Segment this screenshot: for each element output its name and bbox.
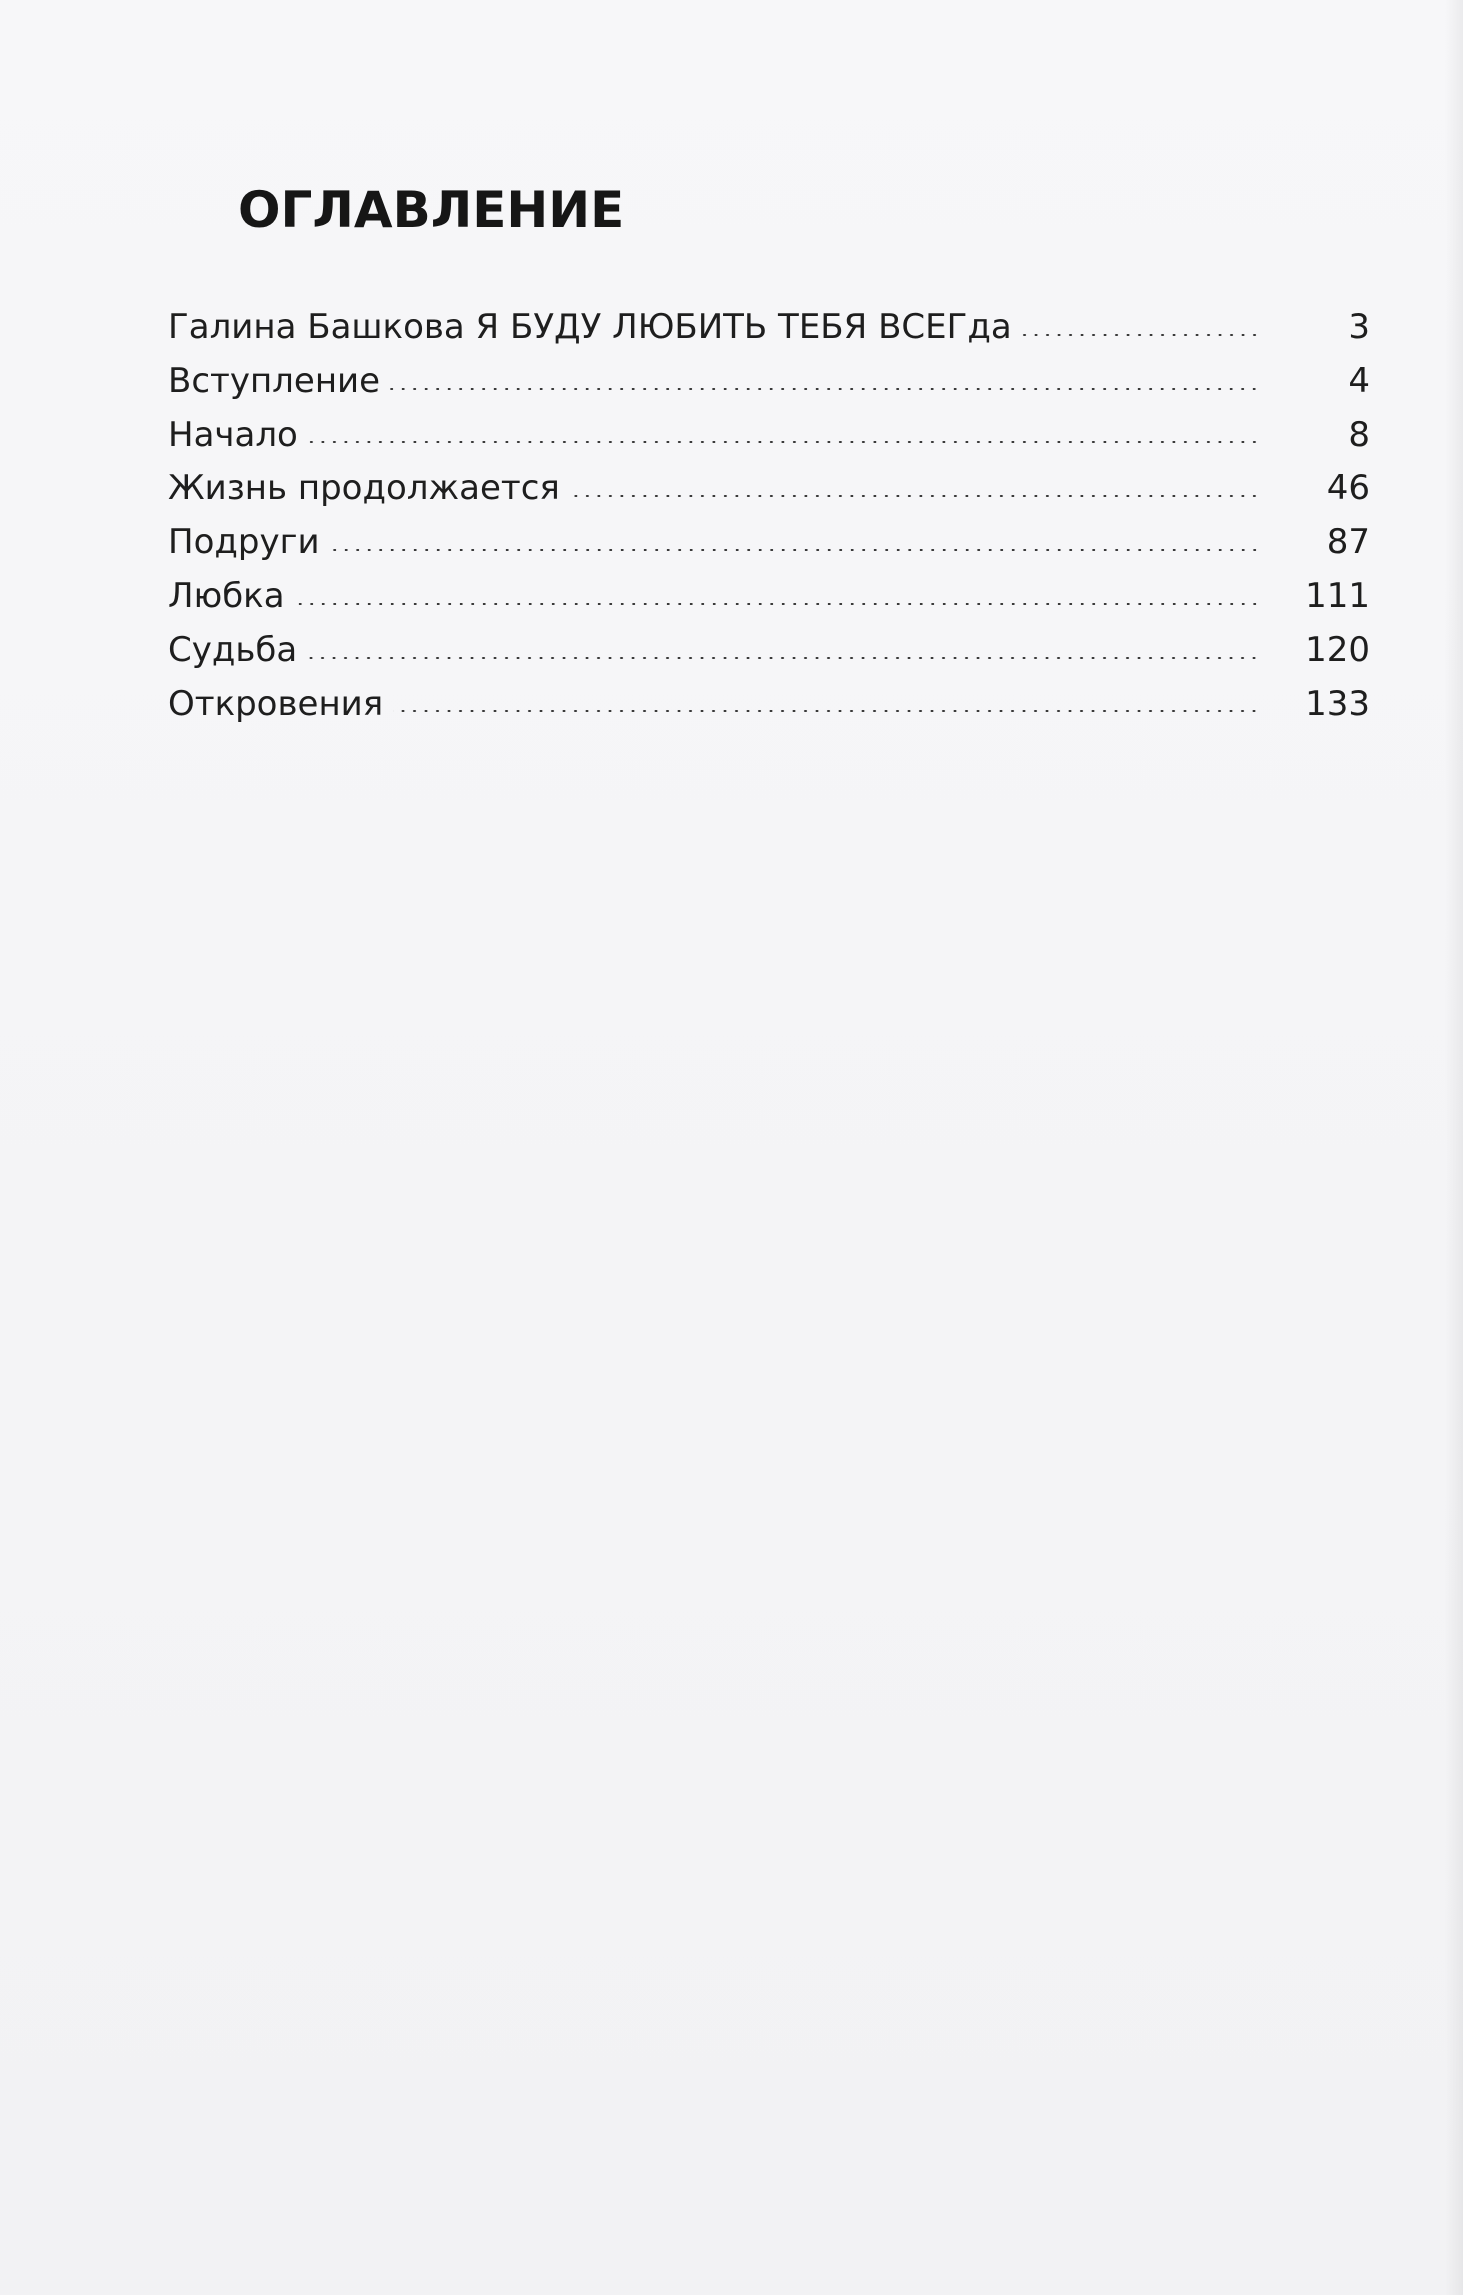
dot-leader xyxy=(295,603,1260,605)
dot-leader xyxy=(308,441,1260,443)
toc-entry-page: 111 xyxy=(1305,575,1370,616)
toc-entry xyxy=(168,300,1370,354)
toc-entry-label: Жизнь продолжается xyxy=(168,468,560,509)
toc-entry-page: 8 xyxy=(1348,414,1370,455)
toc-entry-page: 3 xyxy=(1348,307,1370,347)
toc-entry xyxy=(168,677,1370,731)
toc-entry xyxy=(168,623,1370,677)
dot-leader xyxy=(330,549,1260,551)
toc-title: ОГЛАВЛЕНИЕ xyxy=(238,181,625,239)
toc-entry-label: Судьба xyxy=(168,629,298,670)
toc-entry-page: 87 xyxy=(1326,522,1370,563)
toc-entry-page: 133 xyxy=(1305,683,1370,724)
dot-leader xyxy=(390,388,1260,390)
dot-leader xyxy=(307,657,1260,659)
toc-entry xyxy=(168,408,1370,462)
toc-entry-page: 4 xyxy=(1348,360,1370,401)
toc-entry-label: Вступление xyxy=(168,360,381,401)
toc-entry-label: Начало xyxy=(168,414,298,455)
toc-entry-page: 46 xyxy=(1326,468,1370,509)
toc-list xyxy=(168,300,1370,730)
toc-entry xyxy=(168,569,1370,623)
toc-entry xyxy=(168,461,1370,515)
toc-entry-label: Откровения xyxy=(168,683,384,724)
dot-leader xyxy=(393,710,1260,712)
toc-entry xyxy=(168,515,1370,569)
toc-entry-label: Любка xyxy=(168,575,285,616)
toc-entry-page: 120 xyxy=(1305,629,1370,670)
toc-entry-label: Галина Башкова Я БУДУ ЛЮБИТЬ ТЕБЯ ВСЕГда xyxy=(168,307,1012,347)
dot-leader xyxy=(1022,334,1260,336)
toc-entry xyxy=(168,354,1370,408)
dot-leader xyxy=(570,495,1260,497)
page-edge-shadow xyxy=(1445,0,1463,2295)
toc-entry-label: Подруги xyxy=(168,522,320,563)
